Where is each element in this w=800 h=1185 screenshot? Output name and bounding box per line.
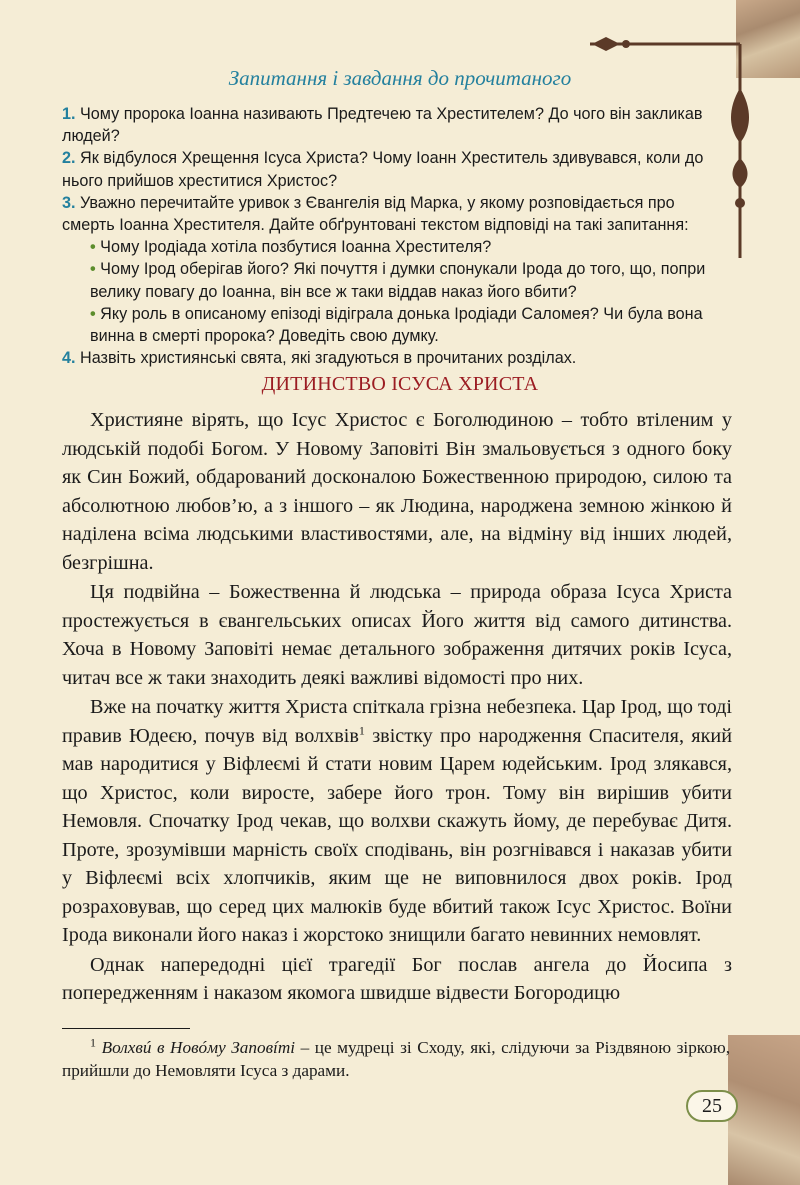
body-paragraph: Ця подвійна – Божественна й людська – природа образа Ісуса Христа простежується в євангельських описах Його життя від самого дитинства. Хоча в Новому Заповіті немає детального зображення дитячих років Ісуса, читач все ж таки знаходить деякі важливі відомості про них. <box>62 581 732 689</box>
question-item <box>62 192 730 236</box>
question-number: 3. <box>62 193 76 212</box>
footnote <box>62 1036 730 1082</box>
question-number: 1. <box>62 105 76 123</box>
question-bullet <box>62 303 730 347</box>
question-item <box>62 103 730 147</box>
footnote-mark: 1 <box>90 1035 96 1050</box>
questions-list <box>62 103 730 369</box>
footnote-text: – це мудреці зі Сходу, які, слідуючи за Різдвяною зіркою, прийшли до Немовляти Ісуса з дарами. <box>62 1038 731 1080</box>
bullet-text: Чому Ірод оберігав його? Які почуття і думки спонукали Ірода до того, що, попри велику повагу до Іоанна, він все ж таки віддав наказ його вбити? <box>90 260 706 301</box>
corner-artwork-bottom <box>728 1035 800 1185</box>
body-paragraph: Християне вірять, що Ісус Христос є Боголюдиною – тобто втіленим у людській подобі Богом. У Новому Заповіті Він змальовується з одного боку як Син Божий, обдарований досконалою Божественною природою, силою та абсолютною любов’ю, а з іншого – як Людина, народжена земною жінкою й наділена всіма людськими властивостями, але, на відміну від інших людей, безгрішна. <box>62 409 732 574</box>
question-text: Чому пророка Іоанна називають Предтечею та Хрестителем? До чого він закликав людей? <box>62 105 703 146</box>
bullet-icon: • <box>90 260 96 279</box>
paragraph-text: Вже на початку життя Христа спіткала грізна небезпека. Цар Ірод, що тоді правив Юдеєю, почув від волхвів <box>62 696 732 747</box>
footnote-term: Волхвú в Новóму Заповíті <box>101 1038 296 1057</box>
bullet-icon: • <box>90 304 96 323</box>
question-bullet <box>62 258 730 302</box>
body-paragraph: Однак напередодні цієї трагедії Бог послав ангела до Йосипа з попередженням і наказом якомога швидше відвести Богородицю <box>62 953 732 1004</box>
questions-title: Запитання і завдання до прочитаного <box>228 66 572 90</box>
footnote-divider <box>62 1028 190 1029</box>
question-bullet <box>62 236 730 258</box>
page-number-badge <box>686 1090 738 1122</box>
question-item <box>62 147 730 191</box>
question-item <box>62 347 730 369</box>
question-number: 4. <box>62 349 76 368</box>
bullet-icon: • <box>90 238 96 257</box>
body-paragraph <box>62 693 732 950</box>
bullet-text: Яку роль в описаному епізоді відіграла донька Іродіади Саломея? Чи була вона винна в смерті пророка? Доведіть свою думку. <box>90 304 703 346</box>
question-text: Уважно перечитайте уривок з Євангелія від Марка, у якому розповідається про смерть Іоанна Хрестителя. Дайте обґрунтовані текстом відповіді на такі запитання: <box>62 193 689 235</box>
paragraph-text: звістку про народження Спасителя, який мав народитися у Віфлеємі й стати новим Царем юдейським. Ірод злякався, що Христос, коли виросте, забере його трон. Тому він вирішив убити Немовля. Спочатку Ірод чекав, що волхви скажуть йому, де перебуває Дитя. Проте, зрозумівши марність своїх сподівань, він розгнівався і наказав убити у Віфлеємі всіх хлопчиків, яким ще не виповнилося двох років. Ірод розраховував, що серед цих малюків буде вбитий також Ісус Христос. Воїни Ірода виконали його наказ і жорстоко знищили багато невинних немовлят. <box>62 724 732 946</box>
question-number: 2. <box>62 149 76 168</box>
footnote-ref[interactable]: 1 <box>358 722 365 737</box>
bullet-text: Чому Іродіада хотіла позбутися Іоанна Хрестителя? <box>100 238 492 257</box>
page-number: 25 <box>702 1094 722 1117</box>
question-text: Як відбулося Хрещення Ісуса Христа? Чому Іоанн Хреститель здивувався, коли до нього прийшов хреститися Христос? <box>62 149 704 190</box>
section-title: ДИТИНСТВО ІСУСА ХРИСТА <box>261 373 539 395</box>
section-body <box>62 406 732 1009</box>
question-text: Назвіть християнські свята, які згадуються в прочитаних розділах. <box>80 349 577 368</box>
